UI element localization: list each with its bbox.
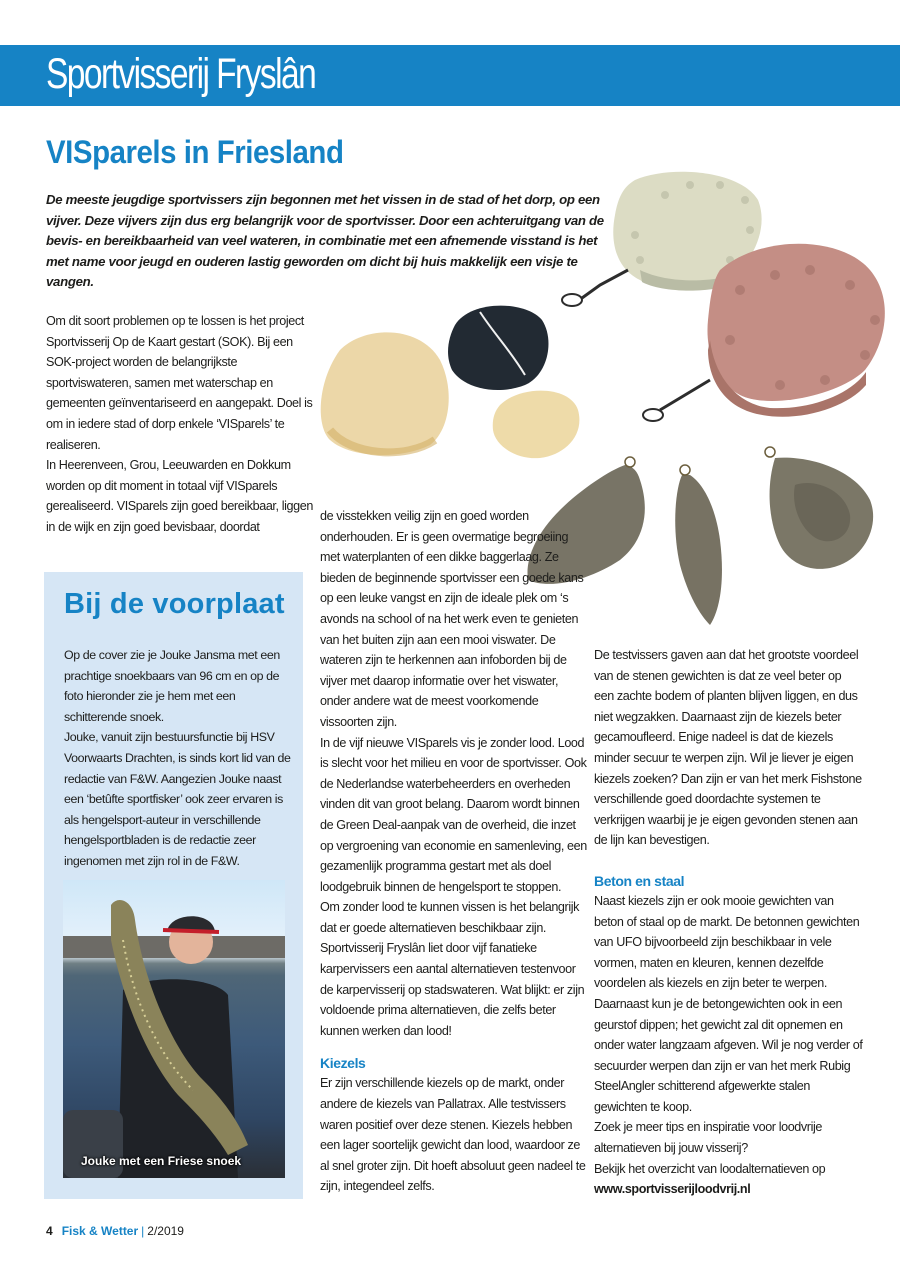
paragraph: Zoek je meer tips en inspiratie voor loodvrije alternatieven bij jouw visserij?: [594, 1120, 822, 1156]
article-column-2: [320, 506, 590, 1197]
photo-caption: Jouke met een Friese snoek: [81, 1154, 242, 1168]
magazine-name: Fisk & Wetter: [61, 1224, 139, 1238]
website-link[interactable]: www.sportvisserijloodvrij.nl: [594, 1182, 751, 1197]
page-footer: [46, 1224, 184, 1238]
page-number: 4: [46, 1224, 53, 1238]
angler-with-pike-photo: [63, 880, 285, 1178]
tan-pebble-large: [321, 332, 449, 455]
paragraph: Om dit soort problemen op te lossen is het project Sportvisserij Op de Kaart gestart (SOK). Bij een SOK-project worden de belangrijkste sportviswateren, samen met waterschap en gemeenten geïnventariseerd en aangepakt. Doel is om in iedere stad of dorp enkele ‘VISparels’ te realiseren.: [46, 314, 313, 452]
paragraph: Om zonder lood te kunnen vissen is het belangrijk dat er goede alternatieven beschikbaar zijn. Sportvisserij Fryslân liet door vijf fanatieke karpervissers een aantal alternatieven testenvoor de karpervisserij op stadswateren. Wat blijkt: er zijn voldoende prima alternatieven, die zelfs beter kunnen werken dan lood!: [320, 900, 585, 1038]
paragraph: Jouke, vanuit zijn bestuursfunctie bij HSV Voorwaarts Drachten, is sinds kort lid van de redactie van F&W. Aangezien Jouke naast een ‘betûfte sportfisker’ ook zeer ervaren is als hengelsport-auteur in verschillende hengelsportbladen is de redactie zeer ingenomen met zijn rol in de F&W.: [64, 730, 291, 868]
grey-long-weight: [675, 465, 722, 625]
paragraph: De testvissers gaven aan dat het grootste voordeel van de stenen gewichten is dat ze veel beter op een zachte bodem of planten blijven liggen, en dus niet wegzakken. Daarnaast zijn de kiezels beter gecamoufleerd. Enige nadeel is dat de kiezels minder secuur te werpen zijn. Wil je liever je eigen kiezels zoeken? Dan zijn er van het merk Fishstone verschillende goed doordachte systemen te verkrijgen waarbij je je eigen gevonden stenen aan de lijn kan bevestigen.: [594, 648, 862, 848]
paragraph: Bekijk het overzicht van loodalternatieven op: [594, 1161, 826, 1176]
tan-pebble-small: [493, 391, 580, 459]
subheading-kiezels: Kiezels: [320, 1055, 366, 1072]
paragraph: Naast kiezels zijn er ook mooie gewichten van beton of staal op de markt. De betonnen gewichten van UFO bijvoorbeeld zijn beschikbaar in vele vormen, maten en kleuren, kennen dezelfde voordelen als kiezels en zijn beter te werpen. Daarnaast kun je de betongewichten ook in een geurstof dippen; het gewicht zal dit opnemen en onder water langzaam afgeven. Wil je nog verder of secuurder werpen dan zijn er van het merk Rubig SteelAngler schitterend afgewerkte stalen gewichten te koop.: [594, 893, 863, 1114]
article-column-3: [594, 645, 864, 1200]
paragraph: In Heerenveen, Grou, Leeuwarden en Dokkum worden op dit moment in totaal vijf VISparels gerealiseerd. VISparels zijn goed bereikbaar, liggen in de wijk en zijn goed bevisbaar, doordat: [46, 458, 313, 534]
subheading-beton-en-staal: Beton en staal: [594, 872, 685, 889]
article-intro: De meeste jeugdige sportvissers zijn begonnen met het vissen in de stad of het dorp, op een vijver. Deze vijvers zijn dus erg belangrijk voor de sportvisser. Door een achteruitgang van de bevis- en bereikbaarheid van veel wateren, in combinatie met een afnemende visstand is het met name voor jeugd en ouderen lastig geworden om dicht bij huis makkelijk een visje te vangen.: [46, 192, 604, 290]
black-pebble: [448, 306, 548, 390]
grey-pear-weight: [765, 447, 873, 569]
paragraph: Er zijn verschillende kiezels op de markt, onder andere de kiezels van Pallatrax. Alle testvissers waren positief over deze stenen. Kiezels hebben een lager soortelijk gewicht dan lood, waardoor ze al snel groter zijn. Dit hoeft absoluut geen nadeel te zijn, integendeel zelfs.: [320, 1076, 586, 1194]
paragraph: de visstekken veilig zijn en goed worden onderhouden. Er is geen overmatige begroeiing met waterplanten of een dikke baggerlaag. Ze bieden de beginnende sportvisser een goede kans op een leuke vangst en zijn de ideale plek om ‘s avonds na school of na het werk even te genieten van het buiten zijn aan een mooi viswater. De wateren zijn te herkennen aan infoborden bij de vijver met daarop informatie over het viswater, onder andere wat de meest voorkomende vissoorten zijn.: [320, 509, 584, 729]
issue-number: 2/2019: [147, 1224, 184, 1238]
section-banner: [0, 45, 900, 106]
paragraph: In de vijf nieuwe VISparels vis je zonder lood. Lood is slecht voor het milieu en voor de sportvisser. Ook de Nederlandse waterbeheerders en overheden vinden dit van groot belang. Daarom wordt binnen de Green Deal-aanpak van de overheid, die inzet op vergroening van economie en samenleving, een gezamenlijk programma gestart met als doel loodgebruik binnen de hengelsport te stoppen.: [320, 735, 587, 894]
sidebar-text: [64, 645, 296, 872]
sidebar-title: Bij de voorplaat: [64, 588, 285, 620]
section-title: Sportvisserij Fryslân: [46, 50, 316, 98]
article-headline: VISparels in Friesland: [46, 134, 344, 170]
article-column-1: [46, 311, 316, 538]
paragraph: Op de cover zie je Jouke Jansma met een prachtige snoekbaars van 96 cm en op de foto hieronder zie je hem met een schitterende snoek.: [64, 648, 280, 724]
footer-separator: |: [141, 1224, 145, 1238]
sidebar-box: [44, 572, 303, 1199]
